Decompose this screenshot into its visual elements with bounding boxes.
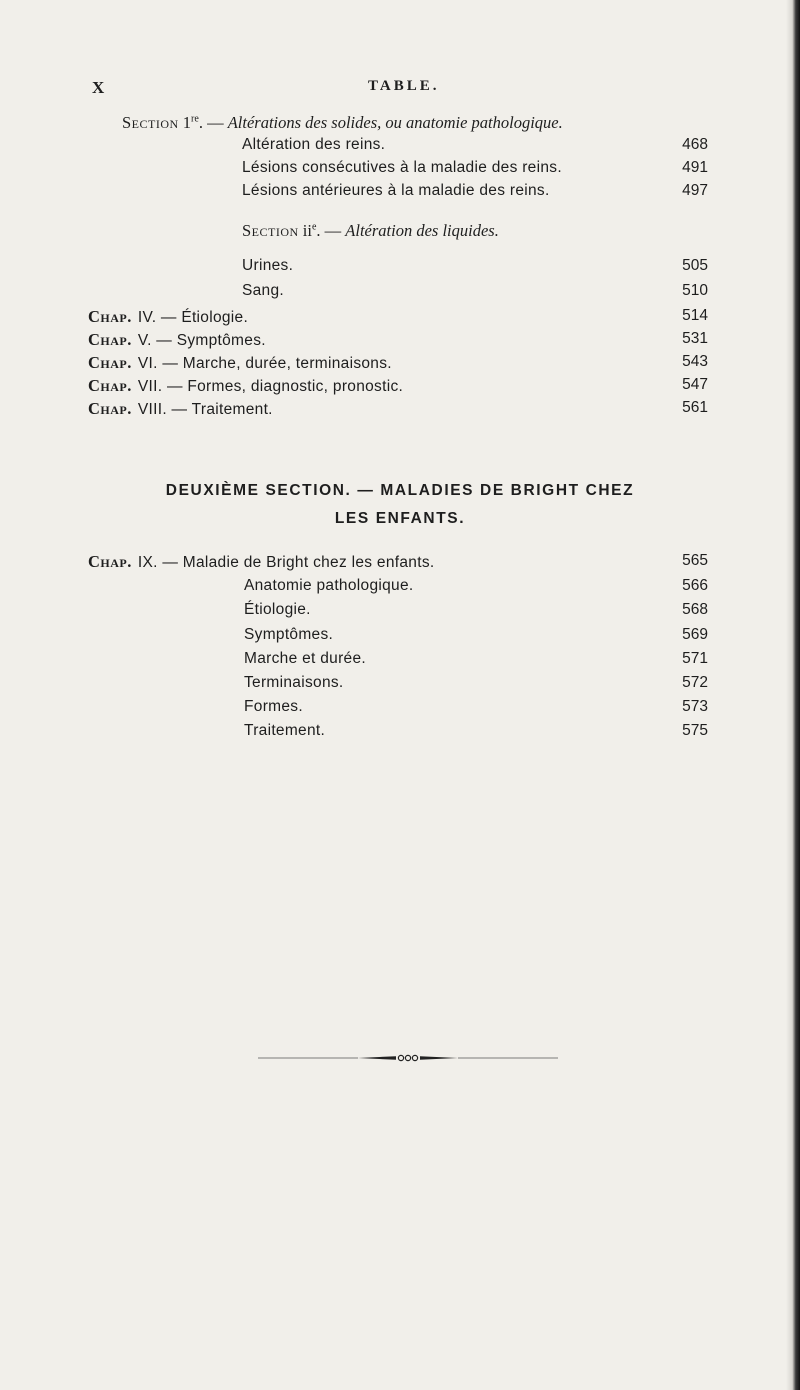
toc-entry-page: 571: [682, 650, 708, 667]
toc-entry: [0, 159, 800, 181]
toc-entry-page: 569: [682, 626, 708, 643]
section2-prefix: Section: [242, 221, 299, 240]
page-folio: X: [92, 78, 105, 97]
chapter-label: VI. — Marche, durée, terminaisons.: [137, 355, 392, 372]
toc-entry-page: 514: [682, 307, 708, 324]
second-section-title-line2: LES ENFANTS.: [334, 510, 466, 527]
toc-entry: [0, 626, 800, 648]
toc-entry-label: Lésions antérieures à la maladie des reins.: [242, 182, 550, 199]
section2-dash: . —: [316, 221, 342, 240]
toc-entry-label: Marche et durée.: [244, 650, 366, 667]
section2-heading: [0, 221, 800, 243]
section1-heading: [0, 113, 800, 135]
section2-number: ii: [302, 221, 312, 240]
chapter-entry: [0, 376, 800, 398]
chapter-label: IX. — Maladie de Bright chez les enfants.: [137, 554, 435, 571]
toc-entry-page: 547: [682, 376, 708, 393]
toc-entry: [0, 722, 800, 744]
toc-entry: [0, 136, 800, 158]
toc-entry-page: 575: [682, 722, 708, 739]
running-title: TABLE.: [368, 78, 440, 94]
section1-title: Altérations des solides, ou anatomie pathologique.: [227, 113, 563, 132]
toc-entry-label: Étiologie.: [244, 601, 311, 618]
toc-entry: [0, 182, 800, 204]
chapter-label: VII. — Formes, diagnostic, pronostic.: [137, 378, 404, 395]
toc-entry-label: Anatomie pathologique.: [244, 577, 414, 594]
chapter-label: V. — Symptômes.: [137, 332, 266, 349]
toc-entry-page: 505: [682, 257, 708, 274]
chapter-prefix: Chap.: [88, 353, 132, 372]
toc-entry-label: Urines.: [242, 257, 294, 274]
toc-entry-label: Terminaisons.: [244, 674, 344, 691]
toc-entry-page: 568: [682, 601, 708, 618]
chapter-entry: [0, 353, 800, 375]
toc-entry-label: Lésions consécutives à la maladie des reins.: [242, 159, 562, 176]
section1-prefix: Section: [122, 113, 179, 132]
ornament-rule-icon: [258, 1052, 558, 1064]
chapter-entry: [0, 552, 800, 574]
toc-entry-page: 531: [682, 330, 708, 347]
toc-entry-label: Formes.: [244, 698, 303, 715]
toc-entry-page: 561: [682, 399, 708, 416]
chapter-prefix: Chap.: [88, 330, 132, 349]
section2-title: Altération des liquides.: [345, 221, 499, 240]
chapter-prefix: Chap.: [88, 376, 132, 395]
running-header: [0, 78, 800, 102]
toc-entry: [0, 577, 800, 599]
chapter-entry: [0, 330, 800, 352]
toc-entry: [0, 650, 800, 672]
toc-entry: [0, 698, 800, 720]
toc-entry-page: 572: [682, 674, 708, 691]
section1-number: 1: [182, 113, 192, 132]
toc-entry-page: 491: [682, 159, 708, 176]
chapter-label: VIII. — Traitement.: [137, 401, 273, 418]
chapter-prefix: Chap.: [88, 399, 132, 418]
toc-entry-page: 566: [682, 577, 708, 594]
toc-entry-page: 510: [682, 282, 708, 299]
toc-entry-label: Traitement.: [244, 722, 326, 739]
chapter-prefix: Chap.: [88, 307, 132, 326]
toc-entry-page: 573: [682, 698, 708, 715]
second-section-title-line1: DEUXIÈME SECTION. — MALADIES DE BRIGHT CHEZ: [165, 482, 635, 499]
toc-entry-page: 468: [682, 136, 708, 153]
toc-entry: [0, 282, 800, 304]
chapter-entry: [0, 307, 800, 329]
chapter-label: IV. — Étiologie.: [137, 309, 249, 326]
toc-entry: [0, 674, 800, 696]
toc-entry: [0, 601, 800, 623]
toc-entry: [0, 257, 800, 279]
chapter-entry: [0, 399, 800, 421]
toc-entry-page: 543: [682, 353, 708, 370]
toc-entry-label: Sang.: [242, 282, 285, 299]
chapter-prefix: Chap.: [88, 552, 132, 571]
toc-entry-page: 565: [682, 552, 708, 569]
toc-entry-label: Symptômes.: [244, 626, 334, 643]
section2-suffix: e: [311, 221, 317, 233]
section1-suffix: re: [191, 113, 199, 125]
toc-entry-label: Altération des reins.: [242, 136, 386, 153]
section1-dash: . —: [198, 113, 224, 132]
toc-entry-page: 497: [682, 182, 708, 199]
